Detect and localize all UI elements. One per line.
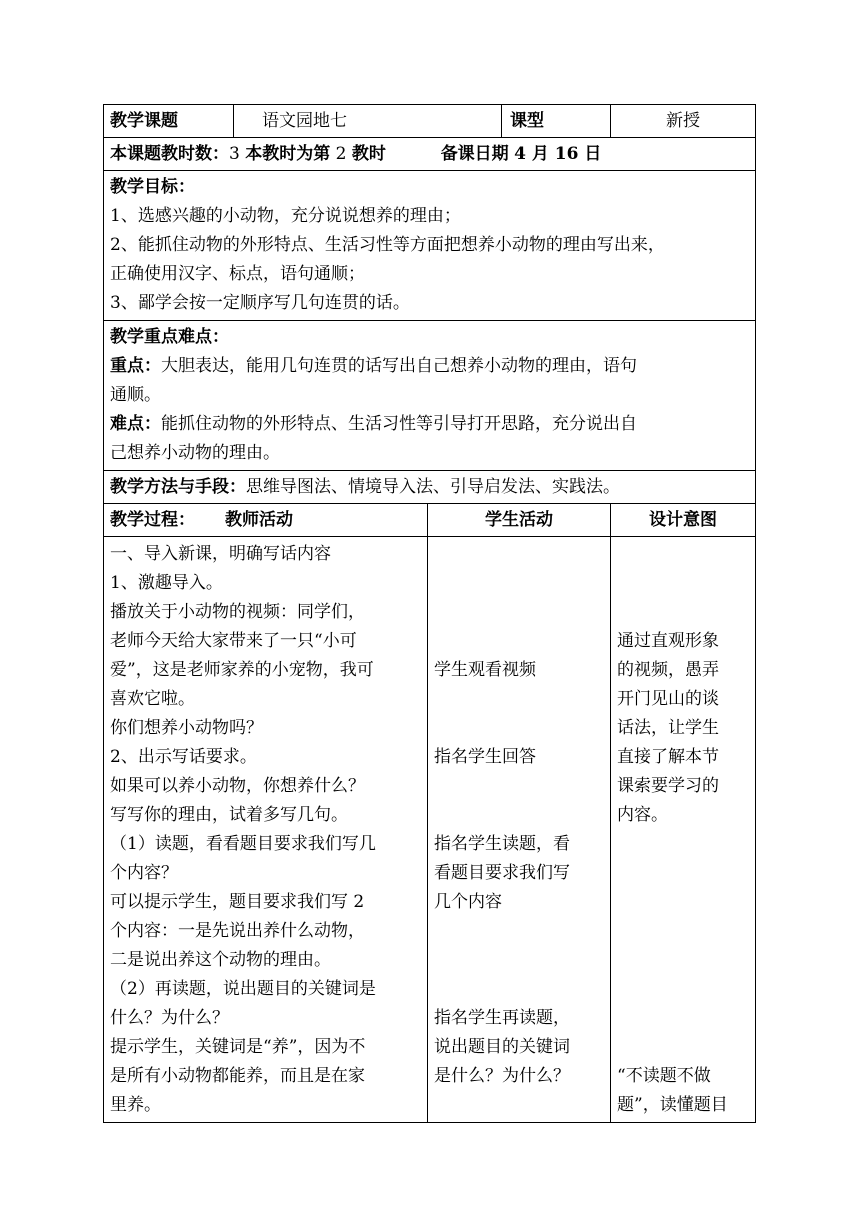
process-content-row bbox=[104, 537, 756, 1123]
type-label: 课型 bbox=[502, 105, 611, 138]
design-intent-header: 设计意图 bbox=[611, 504, 756, 537]
student-activity-header: 学生活动 bbox=[428, 504, 611, 537]
methods-row bbox=[104, 471, 756, 504]
methods: 教学方法与手段：思维导图法、情境导入法、引导启发法、实践法。 bbox=[104, 471, 756, 504]
schedule-row bbox=[104, 138, 756, 171]
student-activity: 学生观看视频 指名学生回答 指名学生读题，看 看题目要求我们写 几个内容 指名学生再读题， 说出题目的关键词 是什么？为什么？ bbox=[428, 537, 611, 1123]
topic-value: 语文园地七 bbox=[234, 105, 502, 138]
process-header-row bbox=[104, 504, 756, 537]
key-points: 教学重点难点： 重点：大胆表达，能用几句连贯的话写出自己想养小动物的理由，语句 通顺。 难点：能抓住动物的外形特点、生活习性等引导打开思路，充分说出自 己想养小动物的理由。 bbox=[104, 321, 756, 471]
teacher-activity: 一、导入新课，明确写话内容 1、激趣导入。 播放关于小动物的视频：同学们， 老师今天给大家带来了一只“小可 爱”，这是老师家养的小宠物，我可 喜欢它啦。 你们想养小动物吗？ 2、出示写话要求。 如果可以养小动物，你想养什么？ 写写你的理由，试着多写几句。 （1）读题，看看题目要求我们写几 个内容？ 可以提示学生，题目要求我们写 2 个内容：一是先说出养什么动物， 二是说出养这个动物的理由。 （2）再读题，说出题目的关键词是 什么？为什么？ 提示学生，关键词是“养”，因为不 是所有小动物都能养，而且是在家 里养。 bbox=[104, 537, 428, 1123]
design-intent: 通过直观形象 的视频，愚弄 开门见山的谈 话法，让学生 直接了解本节 课索要学习的 内容。 “不读题不做 题”，读懂题目 bbox=[611, 537, 756, 1123]
objectives-row bbox=[104, 171, 756, 321]
keypoints-row bbox=[104, 321, 756, 471]
type-value: 新授 bbox=[611, 105, 756, 138]
topic-label: 教学课题 bbox=[104, 105, 234, 138]
teacher-activity-header: 教学过程： 教师活动 bbox=[104, 504, 428, 537]
lesson-plan bbox=[103, 104, 755, 1123]
header-row bbox=[104, 105, 756, 138]
lesson-plan-table bbox=[103, 104, 756, 1123]
objectives: 教学目标： 1、选感兴趣的小动物，充分说说想养的理由； 2、能抓住动物的外形特点、生活习性等方面把想养小动物的理由写出来， 正确使用汉字、标点，语句通顺； 3、鄙学会按一定顺序写几句连贯的话。 bbox=[104, 171, 756, 321]
schedule: 本课题教时数：3 本教时为第 2 教时 备课日期 4 月 16 日 bbox=[104, 138, 756, 171]
